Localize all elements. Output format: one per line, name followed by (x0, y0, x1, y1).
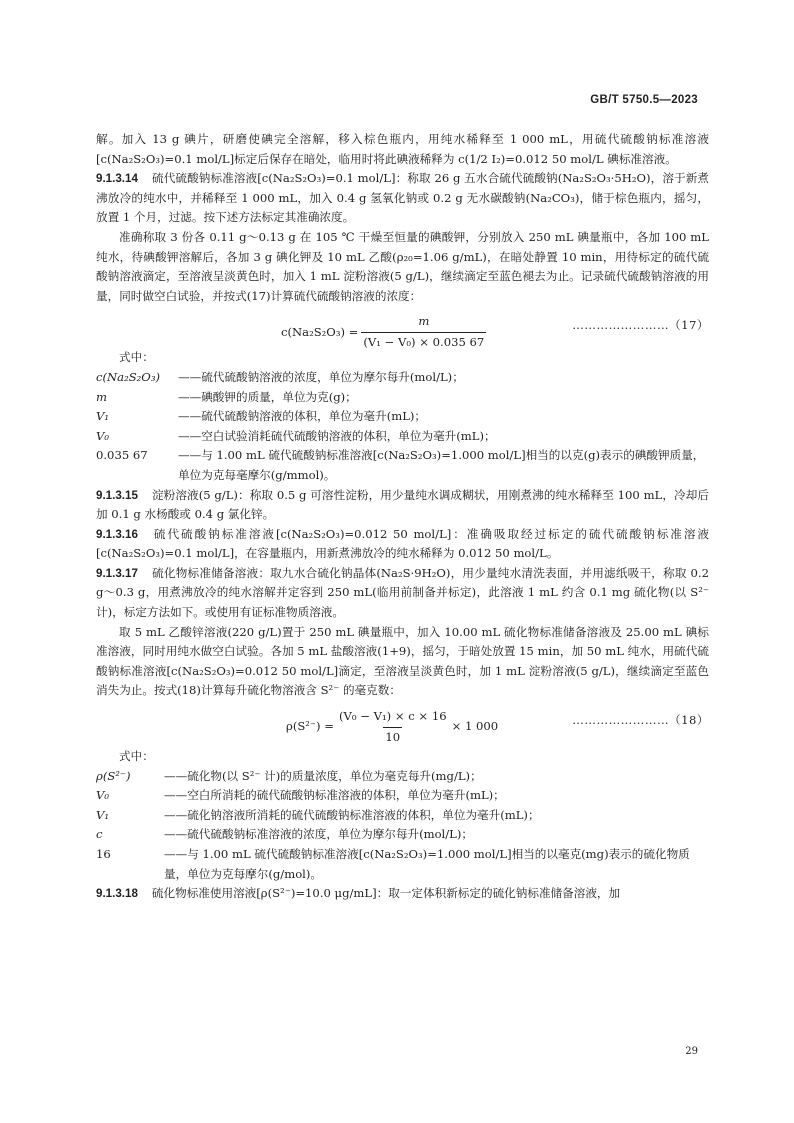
formula-denominator: (V₁ − V₀) × 0.035 67 (361, 332, 486, 353)
where-symbol: V₀ (96, 788, 110, 803)
standard-number: GB/T 5750.5—2023 (590, 94, 698, 106)
clause-text: 硫化物标准储备溶液：取九水合硫化钠晶体(Na₂S·9H₂O)，用少量纯水清洗表面，并用滤纸吸干，称取 0.2 g～0.3 g，用煮沸放冷的纯水溶解并定容到 250 mL(临用前制备并标定)，此溶液 1 mL 约含 0.1 mg 硫化物(以 S²⁻ 计)，标定方法如下。或使用有证标准物质溶液。 (96, 565, 709, 620)
where-symbol: V₀ (96, 428, 110, 443)
where-label: 式中： (119, 749, 154, 764)
where-symbol: 16 (96, 847, 111, 861)
where-symbol: ρ(S²⁻) (96, 768, 131, 783)
clause-number: 9.1.3.18 (96, 887, 138, 901)
where-list-18 (96, 747, 709, 884)
page-number: 29 (685, 1046, 698, 1057)
formula-lhs: c(Na₂S₂O₃) = (281, 324, 359, 339)
paragraph-sulfide-calibration: 取 5 mL 乙酸锌溶液(220 g/L)置于 250 mL 碘量瓶中，加入 10.00 mL 硫化物标准储备溶液及 25.00 mL 碘标准溶液，同时用纯水做空白试验。各加 5 mL 盐酸溶液(1+9)，摇匀，于暗处放置 15 min，加 50 mL 纯水，用硫代硫酸钠标准溶液[c(Na₂S₂O₃)=0.012 50 mol/L]滴定，至溶液呈淡黄色时，加 1 mL 淀粉溶液(5 g/L)，继续滴定至蓝色消失为止。按式(18)计算每升硫化物溶液含 S²⁻ 的毫克数： (96, 624, 709, 698)
clause-text: 硫代硫酸钠标准溶液[c(Na₂S₂O₃)=0.012 50 mol/L]：准确吸取经过标定的硫代硫酸钠标准溶液[c(Na₂S₂O₃)=0.1 mol/L]，在容量瓶内，用新煮沸放冷的纯水稀释为 0.012 50 mol/L。 (96, 526, 709, 561)
where-symbol: c(Na₂S₂O₃) (96, 369, 160, 384)
formula-denominator: 10 (383, 727, 402, 748)
clause-number: 9.1.3.15 (96, 488, 138, 502)
clause-text: 淀粉溶液(5 g/L)：称取 0.5 g 可溶性淀粉，用少量纯水调成糊状，用刚煮沸的纯水稀释至 100 mL，冷却后加 0.1 g 水杨酸或 0.4 g 氯化锌。 (96, 487, 709, 522)
where-item (96, 427, 709, 447)
where-item (96, 767, 709, 787)
formula-number: ……………………（18） (572, 713, 709, 728)
formula-fraction (337, 707, 449, 747)
clause-number: 9.1.3.14 (96, 172, 138, 186)
clause-number: 9.1.3.17 (96, 566, 138, 580)
where-description: ——与 1.00 mL 硫代硫酸钠标准溶液[c(Na₂S₂O₃)=1.000 mol/L]相当的以毫克(mg)表示的硫化物质量，单位为克每摩尔(g/mol)。 (164, 847, 690, 881)
where-symbol: 0.035 67 (96, 448, 148, 463)
where-label: 式中： (119, 350, 154, 365)
formula-number: ……………………（17） (572, 318, 709, 333)
formula-18 (96, 701, 709, 745)
where-description: ——空白所消耗的硫代硫酸钠标准溶液的体积，单位为毫升(mL)； (164, 788, 505, 803)
where-item (96, 786, 709, 806)
formula-lhs: ρ(S²⁻) = (286, 719, 334, 734)
where-description: ——硫化物(以 S²⁻ 计)的质量浓度，单位为毫克每升(mg/L)； (164, 768, 482, 783)
clause-9-1-3-16 (96, 525, 709, 564)
where-list-17 (96, 348, 709, 485)
clause-text: 硫化物标准使用溶液[ρ(S²⁻)=10.0 μg/mL]：取一定体积新标定的硫化钠标准储备溶液，加 (151, 886, 621, 901)
where-item (96, 388, 709, 408)
where-item (96, 845, 709, 884)
formula-multiplier: × 1 000 (451, 719, 499, 734)
formula-fraction (361, 312, 486, 352)
formula-numerator: (V₀ − V₁) × c × 16 (338, 709, 447, 724)
clause-9-1-3-17 (96, 564, 709, 623)
where-description: ——与 1.00 mL 硫代硫酸钠标准溶液[c(Na₂S₂O₃)=1.000 mol/L]相当的以克(g)表示的碘酸钾质量，单位为克每毫摩尔(g/mmol)。 (178, 448, 705, 482)
where-item (96, 368, 709, 388)
where-description: ——空白试验消耗硫代硫酸钠溶液的体积，单位为毫升(mL)； (178, 428, 496, 443)
where-description: ——硫代硫酸钠标准溶液的浓度，单位为摩尔每升(mol/L)； (164, 827, 473, 842)
paragraph-iodine-prep: 解。加入 13 g 碘片，研磨使碘完全溶解，移入棕色瓶内，用纯水稀释至 1 000 mL，用硫代硫酸钠标准溶液[c(Na₂S₂O₃)=0.1 mol/L]标定后保存在暗处，临用时将此碘液稀释为 c(1/2 I₂)=0.012 50 mol/L 碘标准溶液。 (96, 132, 709, 166)
where-symbol: m (96, 389, 107, 404)
formula-numerator: m (418, 314, 430, 329)
clause-9-1-3-14 (96, 169, 709, 228)
clause-9-1-3-18 (96, 884, 709, 904)
page-body (96, 130, 709, 904)
clause-text: 硫代硫酸钠标准溶液[c(Na₂S₂O₃)=0.1 mol/L]：称取 26 g 五水合硫代硫酸钠(Na₂S₂O₃·5H₂O)，溶于新煮沸放冷的纯水中，并稀释至 1 000 mL，加入 0.4 g 氢氧化钠或 0.2 g 无水碳酸钠(Na₂CO₃)，储于棕色瓶内，摇匀，放置 1 个月，过滤。按下述方法标定其准确浓度。 (96, 171, 709, 225)
formula-17 (96, 306, 709, 349)
paragraph-thiosulfate-calibration: 准确称取 3 份各 0.11 g～0.13 g 在 105 ℃ 干燥至恒量的碘酸钾，分别放入 250 mL 碘量瓶中，各加 100 mL 纯水，待碘酸钾溶解后，各加 3 g 碘化钾及 10 mL 乙酸(ρ₂₀=1.06 g/mL)，在暗处静置 10 min，用待标定的硫代硫酸钠溶液滴定，至溶液呈淡黄色时，加入 1 mL 淀粉溶液(5 g/L)，继续滴定至蓝色褪去为止。记录硫代硫酸钠溶液的用量，同时做空白试验，并按式(17)计算硫代硫酸钠溶液的浓度： (96, 229, 709, 303)
where-symbol: c (96, 827, 103, 842)
where-item (96, 446, 709, 485)
where-item (96, 806, 709, 826)
where-symbol: V₁ (96, 409, 110, 424)
where-symbol: V₁ (96, 807, 110, 822)
where-description: ——硫代硫酸钠溶液的体积，单位为毫升(mL)； (178, 409, 427, 424)
where-description: ——碘酸钾的质量，单位为克(g)； (178, 389, 357, 404)
where-description: ——硫化钠溶液所消耗的硫代硫酸钠标准溶液的体积，单位为毫升(mL)； (164, 807, 540, 822)
clause-number: 9.1.3.16 (96, 527, 138, 541)
where-item (96, 825, 709, 845)
clause-9-1-3-15 (96, 486, 709, 525)
where-item (96, 407, 709, 427)
where-description: ——硫代硫酸钠溶液的浓度，单位为摩尔每升(mol/L)； (178, 369, 464, 384)
